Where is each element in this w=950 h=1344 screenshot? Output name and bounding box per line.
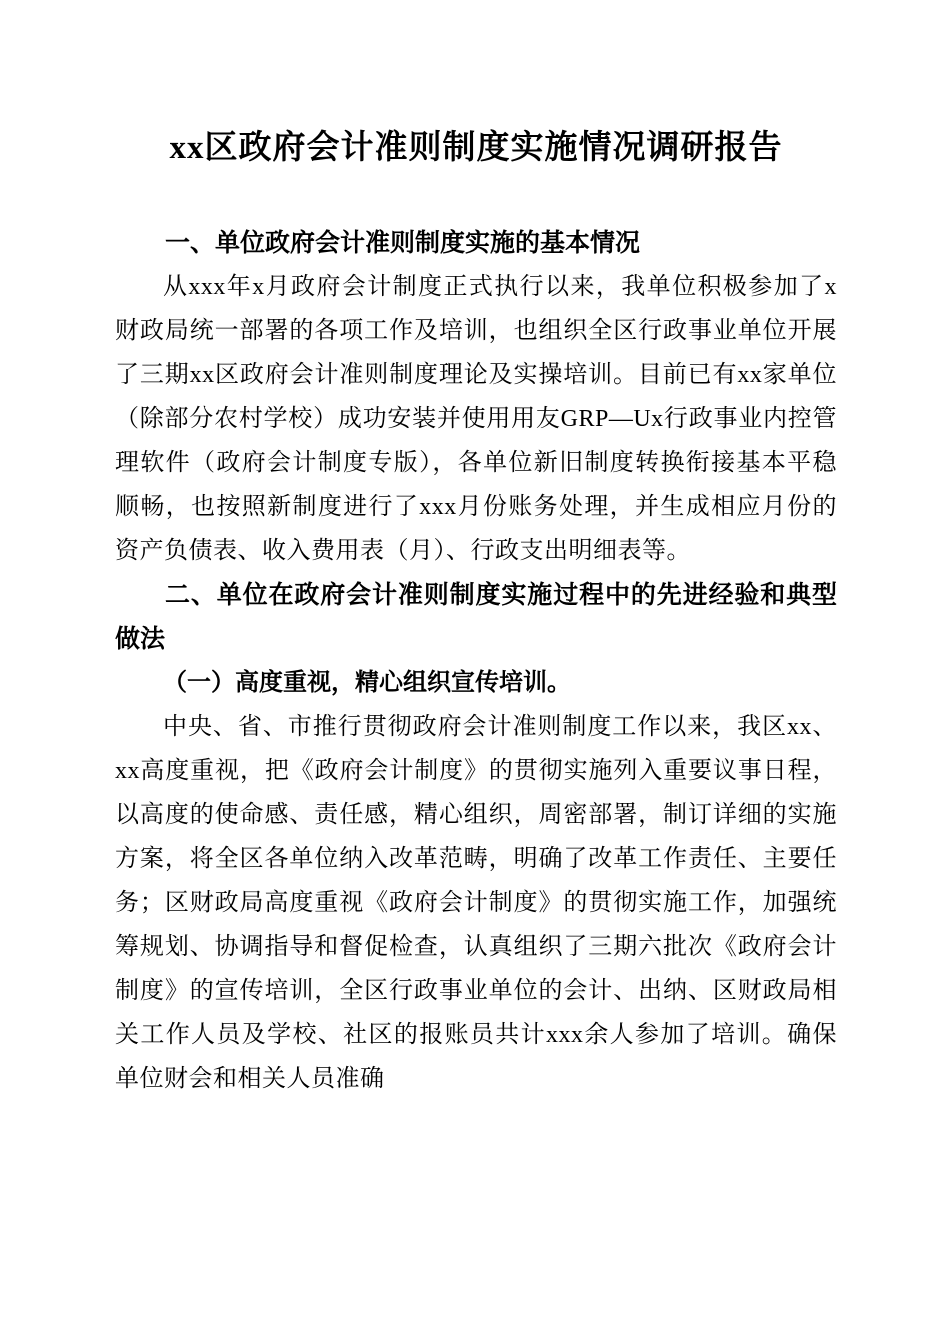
document-title: xx区政府会计准则制度实施情况调研报告 xyxy=(169,130,783,166)
section-2-heading: 二、单位在政府会计准则制度实施过程中的先进经验和典型做法 xyxy=(115,580,837,653)
section-2-subheading: （一）高度重视，精心组织宣传培训。 xyxy=(163,669,571,696)
section-2-paragraph: 中央、省、市推行贯彻政府会计准则制度工作以来，我区xx、xx高度重视，把《政府会计制度》的贯彻实施列入重要议事日程，以高度的使命感、责任感，精心组织，周密部署，制订详细的实施方案，将全区各单位纳入改革范畴，明确了改革工作责任、主要任务；区财政局高度重视《政府会计制度》的贯彻实施工作，加强统筹规划、协调指导和督促检查，认真组织了三期六批次《政府会计制度》的宣传培训，全区行政事业单位的会计、出纳、区财政局相关工作人员及学校、社区的报账员共计xxx余人参加了培训。确保单位财会和相关人员准确 xyxy=(115,713,837,1092)
section-1-paragraph: 从xxx年x月政府会计制度正式执行以来，我单位积极参加了x财政局统一部署的各项工作及培训，也组织全区行政事业单位开展了三期xx区政府会计准则制度理论及实操培训。目前已有xx家单位（除部分农村学校）成功安装并使用用友GRP—Ux行政事业内控管理软件（政府会计制度专版），各单位新旧制度转换衔接基本平稳顺畅，也按照新制度进行了xxx月份账务处理，并生成相应月份的资产负债表、收入费用表（月）、行政支出明细表等。 xyxy=(115,273,837,564)
section-1-heading: 一、单位政府会计准则制度实施的基本情况 xyxy=(165,228,641,257)
section-basic-situation xyxy=(115,221,837,573)
section-experience-practices xyxy=(115,573,837,1101)
